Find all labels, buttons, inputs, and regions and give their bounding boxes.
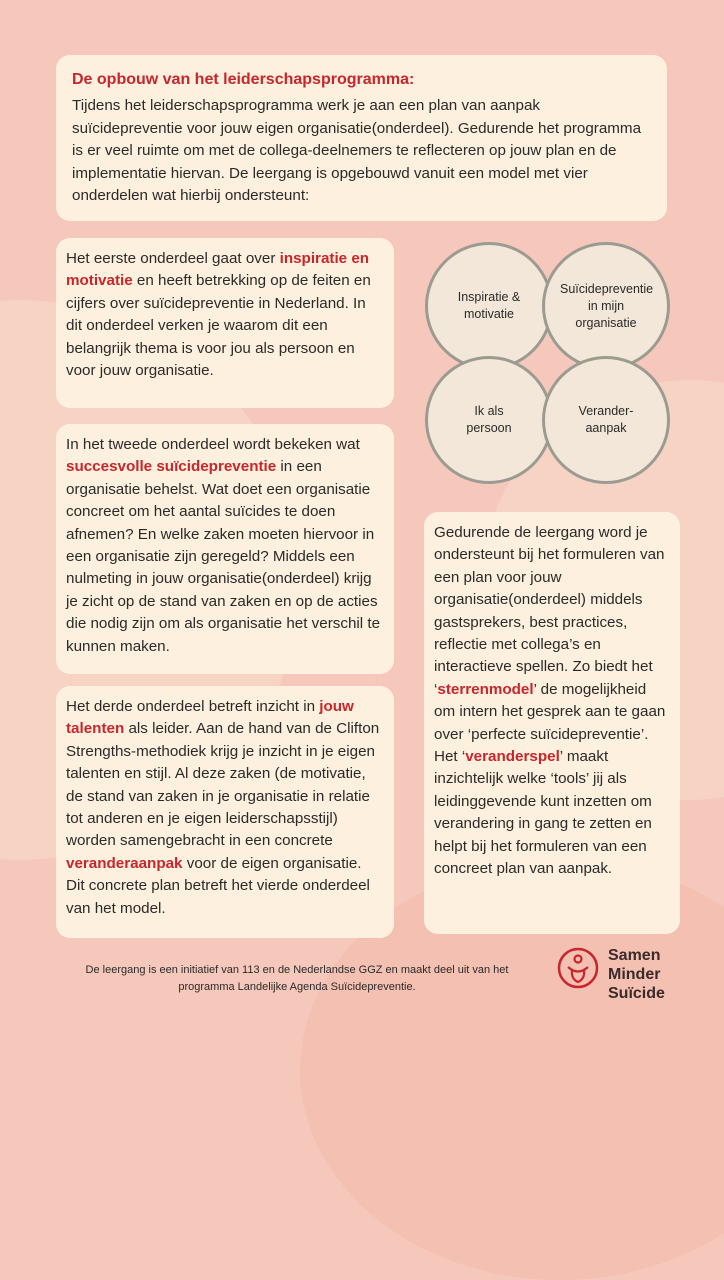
intro-card (56, 55, 667, 221)
card-part-one (56, 238, 394, 408)
model-circle-veranderaanpak (542, 356, 670, 484)
intro-title: De opbouw van het leiderschapsprogramma: (72, 71, 415, 88)
intro-text: Tijdens het leiderschapsprogramma werk je aan een plan van aanpak suïcidepreventie voor jouw eigen organisatie(onderdeel). Gedurende het programma is er veel ruimte om met de collega-deelnemers te reflecteren op jouw plan en de implementatie hiervan. De leergang is opgebouwd vanuit een model met vier onderdelen wat hierbij ondersteunt: (72, 97, 642, 205)
logo-line-2: Minder (608, 966, 661, 983)
card-part-two (56, 424, 394, 674)
model-circle-veranderaanpak-label: Verander-aanpak (578, 404, 634, 435)
card3-highlight-aanpak: veranderaanpak (66, 854, 183, 872)
card3-text-a: Het derde onderdeel betreft inzicht in (66, 698, 320, 715)
card2-highlight: succesvolle suïcidepreventie (66, 458, 277, 476)
logo-wordmark (608, 946, 665, 1003)
card2-text-b: in een organisatie behelst. Wat doet een organisatie concreet om het aantal suïcides te doen afnemen? En welke zaken moeten hiervoor in een organisatie zijn geregeld? Middels een nulmeting in jouw organisatie(onderdeel) krijg je zicht op de stand van zaken en op de acties die nodig zijn om als organisatie het verschil te kunnen maken. (66, 458, 381, 655)
logo-icon (556, 946, 600, 990)
card2-text-a: In het tweede onderdeel wordt bekeken wat (66, 436, 360, 453)
card-part-three (56, 686, 394, 938)
card4-text-a: Gedurende de leergang word je ondersteunt bij het formuleren van een plan voor jouw organisatie(onderdeel) middels gastsprekers, best practices, reflectie met collega’s en interactieve spellen. Zo biedt het ‘ (434, 524, 665, 698)
model-circle-inspiratie-label: Inspiratie & motivatie (457, 290, 521, 321)
card4-highlight-sterrenmodel: sterrenmodel (437, 680, 534, 698)
card3-highlight-talents: jouw talenten (66, 698, 354, 738)
card3-text-b: als leider. Aan de hand van de Clifton Strengths-methodiek krijg je inzicht in je eigen talenten en stijl. Al deze zaken (de motivatie, de stand van zaken in je organisatie in relatie tot anderen en je eigen leiderschapsstijl) worden samengebracht in een concrete (66, 720, 380, 850)
model-circle-inspiratie (425, 242, 553, 370)
model-circle-suicidepreventie (542, 242, 670, 370)
logo-line-3: Suïcide (608, 985, 665, 1002)
card-support (424, 512, 680, 934)
card4-text-b: ’ de mogelijkheid om intern het gesprek aan te gaan over ‘perfecte suïcidepreventie’. Het ‘ (434, 680, 666, 766)
model-circle-ik-als-persoon (425, 356, 553, 484)
model-circle-ik-als-persoon-label: Ik als persoon (466, 404, 512, 435)
card4-highlight-veranderspel: veranderspel (465, 748, 560, 766)
footer-text: De leergang is een initiatief van 113 en de Nederlandse GGZ en maakt deel uit van het programma Landelijke Agenda Suïcidepreventie. (85, 964, 509, 993)
model-circle-suicidepreventie-label: Suïcidepreventie in mijn organisatie (560, 281, 654, 330)
card3-text-c: voor de eigen organisatie. Dit concrete plan betreft het vierde onderdeel van het model. (66, 854, 370, 917)
card4-text-c: ’ maakt inzichtelijk welke ‘tools’ jij als leidinggevende kunt inzetten om verandering in gang te zetten en helpt bij het formuleren van een concreet plan van aanpak. (434, 748, 652, 878)
card1-highlight: inspiratie en motivatie (66, 250, 370, 290)
logo-line-1: Samen (608, 947, 661, 964)
card1-text-a: Het eerste onderdeel gaat over (66, 250, 280, 267)
card1-text-b: en heeft betrekking op de feiten en cijfers over suïcidepreventie in Nederland. In dit onderdeel verken je waarom dit een belangrijk thema is voor jou als persoon en voor jouw organisatie. (66, 272, 371, 380)
